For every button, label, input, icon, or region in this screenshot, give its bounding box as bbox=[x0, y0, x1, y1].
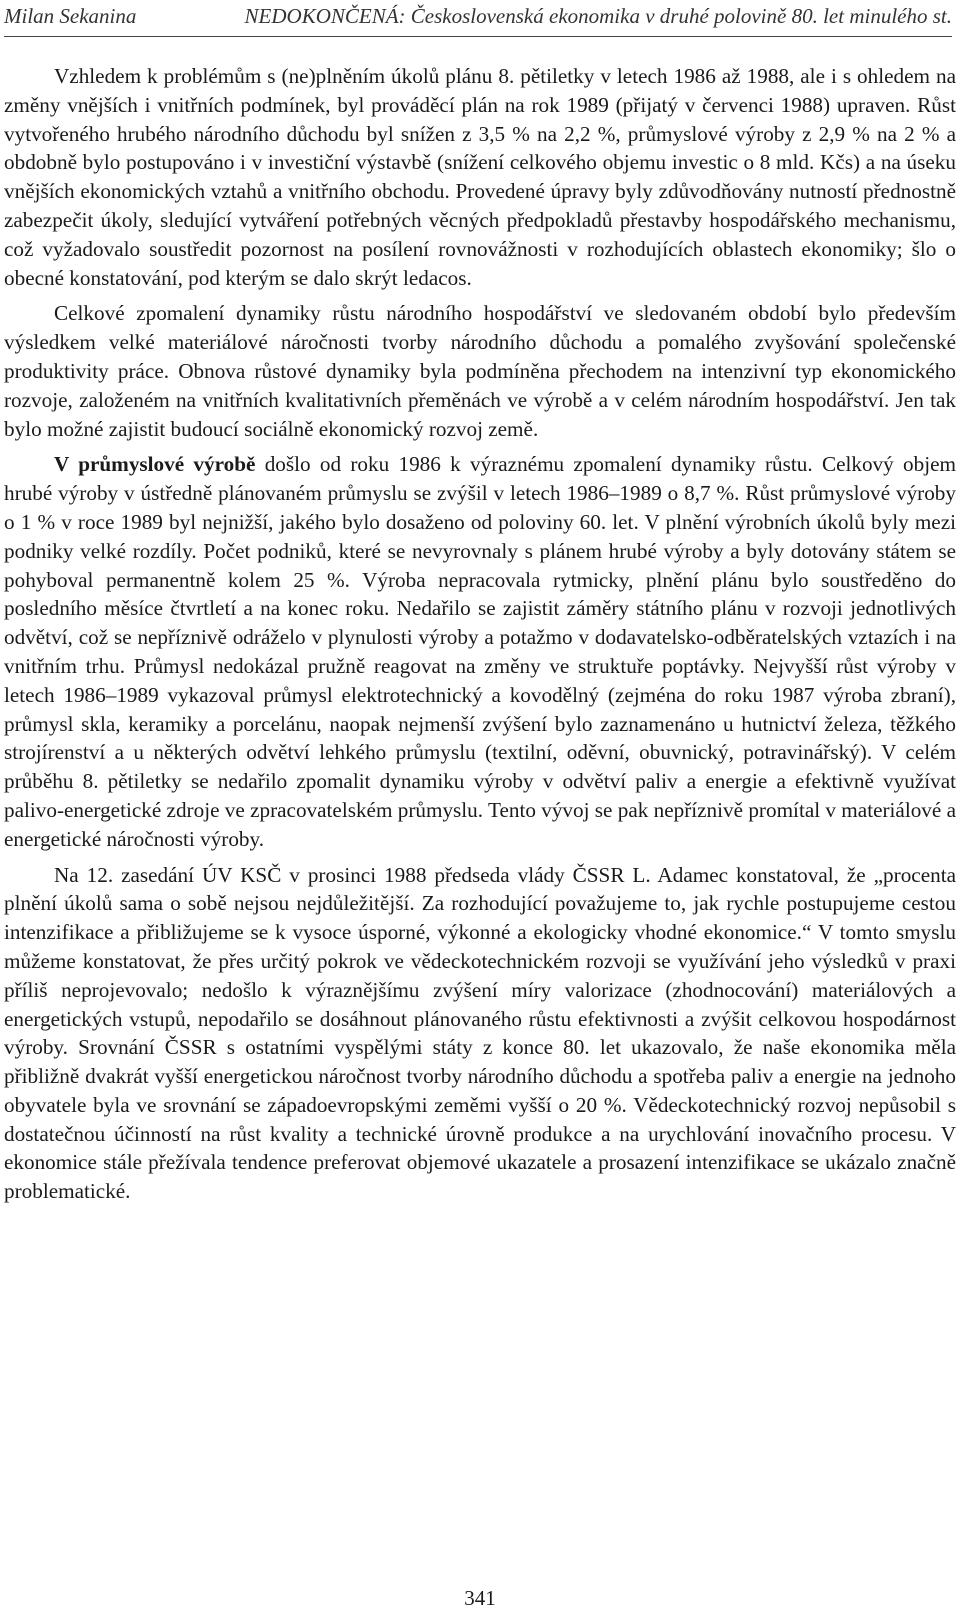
header-title: NEDOKONČENÁ: Československá ekonomika v druhé polovině 80. let minulého st. bbox=[244, 4, 952, 28]
paragraph-text: Na 12. zasedání ÚV KSČ v prosinci 1988 předseda vlády ČSSR L. Adamec konstatoval, že „procenta plnění úkolů sama o sobě nejsou nejdůležitější. Za rozhodující považujeme to, jak rychle postupujeme cestou intenzifikace a přibližujeme se k vysoce úsporné, výkonné a ekologicky vhodné ekonomice.“ V tomto smyslu můžeme konstatovat, že přes určitý pokrok ve vědeckotechnickém rozvoji se využívání jeho výsledků v praxi příliš neprojevovalo; nedošlo k výraznějšímu zvýšení míry valorizace (zhodnocování) materiálových a energetických vstupů, nepodařilo se dosáhnout plánovaného růstu efektivnosti a zvýšit celkovou hospodárnost výroby. Srovnání ČSSR s ostatními vyspělými státy z konce 80. let ukazovalo, že naše ekonomika měla přibližně dvakrát vyšší energetickou náročnost tvorby národního důchodu a spotřeba paliv a energie na jednoho obyvatele byla ve srovnání se západoevropskými zeměmi vyšší o 20 %. Vědeckotechnický rozvoj nepůsobil s dostatečnou účinností na růst kvality a technické úrovně produkce a na urychlování inovačního procesu. V ekonomice stále přežívala tendence preferovat objemové ukazatele a prosazení intenzifikace se ukázalo značně problematické. bbox=[4, 862, 956, 1204]
paragraph-text: Vzhledem k problémům s (ne)plněním úkolů plánu 8. pětiletky v letech 1986 až 1988, ale i s ohledem na změny vnějších i vnitřních podmínek, byl prováděcí plán na rok 1989 (přijatý v červenci 1988) upraven. Růst vytvořeného hrubého národního důchodu byl snížen z 3,5 % na 2,2 %, průmyslové výroby z 2,9 % na 2 % a obdobně bylo postupováno i v investiční výstavbě (snížení celkového objemu investic o 8 mld. Kčs) a na úseku vnějších ekonomických vztahů a vnitřního obchodu. Provedené úpravy byly zdůvodňovány nutností přednostně zabezpečit úkoly, sledující vytváření potřebných věcných předpokladů přestavby hospodářského mechanismu, což vyžadovalo soustředit pozornost na posílení rovnovážnosti v rozhodujících oblastech ekonomiky; šlo o obecné konstatování, pod kterým se dalo skrýt ledacos. bbox=[4, 64, 956, 290]
running-header bbox=[4, 4, 952, 37]
paragraph-lead-heading: V průmyslové výrobě bbox=[54, 452, 256, 477]
paragraph bbox=[4, 62, 956, 292]
paragraph-text: Celkové zpomalení dynamiky růstu národního hospodářství ve sledovaném období bylo především výsledkem velké materiálové náročnosti tvorby národního důchodu a pomalého zvyšování společenské produktivity práce. Obnova růstové dynamiky byla podmíněna přechodem na intenzivní typ ekonomického rozvoje, založeném na vnitřních kvalitativních přeměnách ve výrobě a v celém národním hospodářství. Jen tak bylo možné zajistit budoucí sociálně ekonomický rozvoj země. bbox=[4, 301, 956, 441]
body-text bbox=[4, 62, 956, 1213]
paragraph bbox=[4, 450, 956, 853]
paragraph-text: došlo od roku 1986 k výraznému zpomalení dynamiky růstu. Celkový objem hrubé výroby v ústředně plánovaném průmyslu se zvýšil v letech 1986–1989 o 8,7 %. Růst průmyslové výroby o 1 % v roce 1989 byl nejnižší, jakého bylo dosaženo od poloviny 60. let. V plnění výrobních úkolů byly mezi podniky velké rozdíly. Počet podniků, které se nevyrovnaly s plánem hrubé výroby a byly dotovány státem se pohyboval permanentně kolem 25 %. Výroba nepracovala rytmicky, plnění plánu bylo soustředěno do posledního měsíce čtvrtletí a na konec roku. Nedařilo se zajistit záměry státního plánu v rozvoji jednotlivých odvětví, což se nepříznivě odráželo v plynulosti výroby a potažmo v dodavatelsko-odběratelských vztazích i na vnitřním trhu. Průmysl nedokázal pružně reagovat na změny ve struktuře poptávky. Nejvyšší růst výroby v letech 1986–1989 vykazoval průmysl elektrotechnický a kovodělný (zejména do roku 1987 výroba zbraní), průmysl skla, keramiky a porcelánu, naopak nejmenší zvýšení bylo zaznamenáno u hutnictví železa, těžkého strojírenství a u některých odvětví lehkého průmyslu (textilní, oděvní, obuvnický, potravinářský). V celém průběhu 8. pětiletky se nedařilo zpomalit dynamiku výroby v odvětví paliv a energie a efektivně využívat palivo-energetické zdroje ve zpracovatelském průmyslu. Tento vývoj se pak nepříznivě promítal v materiálové a energetické náročnosti výroby. bbox=[4, 452, 957, 851]
header-author: Milan Sekanina bbox=[4, 4, 137, 28]
paragraph bbox=[4, 861, 956, 1207]
paragraph bbox=[4, 299, 956, 443]
page-number: 341 bbox=[464, 1586, 496, 1610]
